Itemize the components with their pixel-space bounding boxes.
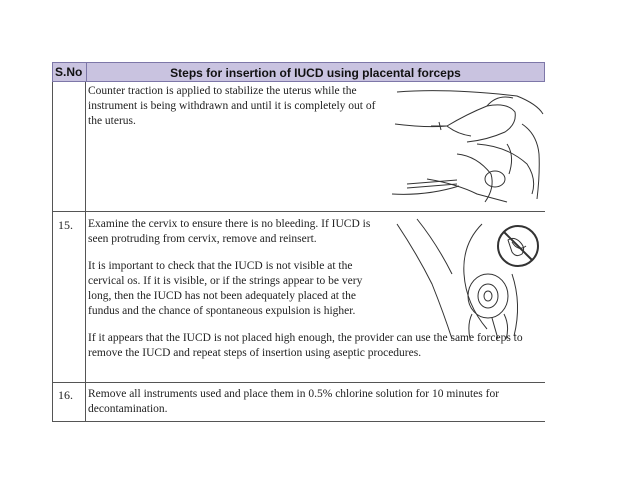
row-divider-3 [52,421,545,422]
column-divider [85,82,86,422]
row-15-para-1: Examine the cervix to ensure there is no bleeding. If IUCD is seen protruding from cervix, remove and reinsert. [88,218,371,245]
table-title: Steps for insertion of IUCD using placental forceps [170,66,461,80]
row-divider-1 [52,211,545,212]
row-15-number: 15. [58,218,73,232]
row-divider-2 [52,382,545,383]
sno-header: S.No [55,65,83,79]
row-1-text [88,84,388,129]
row-15-para-3: If it appears that the IUCD is not placed high enough, the provider can use the same forceps to remove the IUCD and repeat steps of insertion using aseptic procedures. [88,332,523,359]
row-16-number: 16. [58,388,73,402]
row-1-paragraph-1: Counter traction is applied to stabilize the uterus while the instrument is being withdrawn and until it is completely out of the uterus. [88,85,376,127]
row-16-para-1: Remove all instruments used and place them in 0.5% chlorine solution for 10 minutes for decontamination. [88,388,500,415]
cervix-exam-illustration [392,214,542,344]
row-15-para-2: It is important to check that the IUCD is not visible at the cervical os. If it is visible, or if the strings appear to be very long, then the IUCD has not been adequately placed at the fundus and the chance of spontaneous expulsion is higher. [88,260,363,317]
steps-table [52,62,545,422]
left-border [52,82,53,422]
table-header [52,62,545,82]
uterus-traction-illustration [387,84,545,209]
